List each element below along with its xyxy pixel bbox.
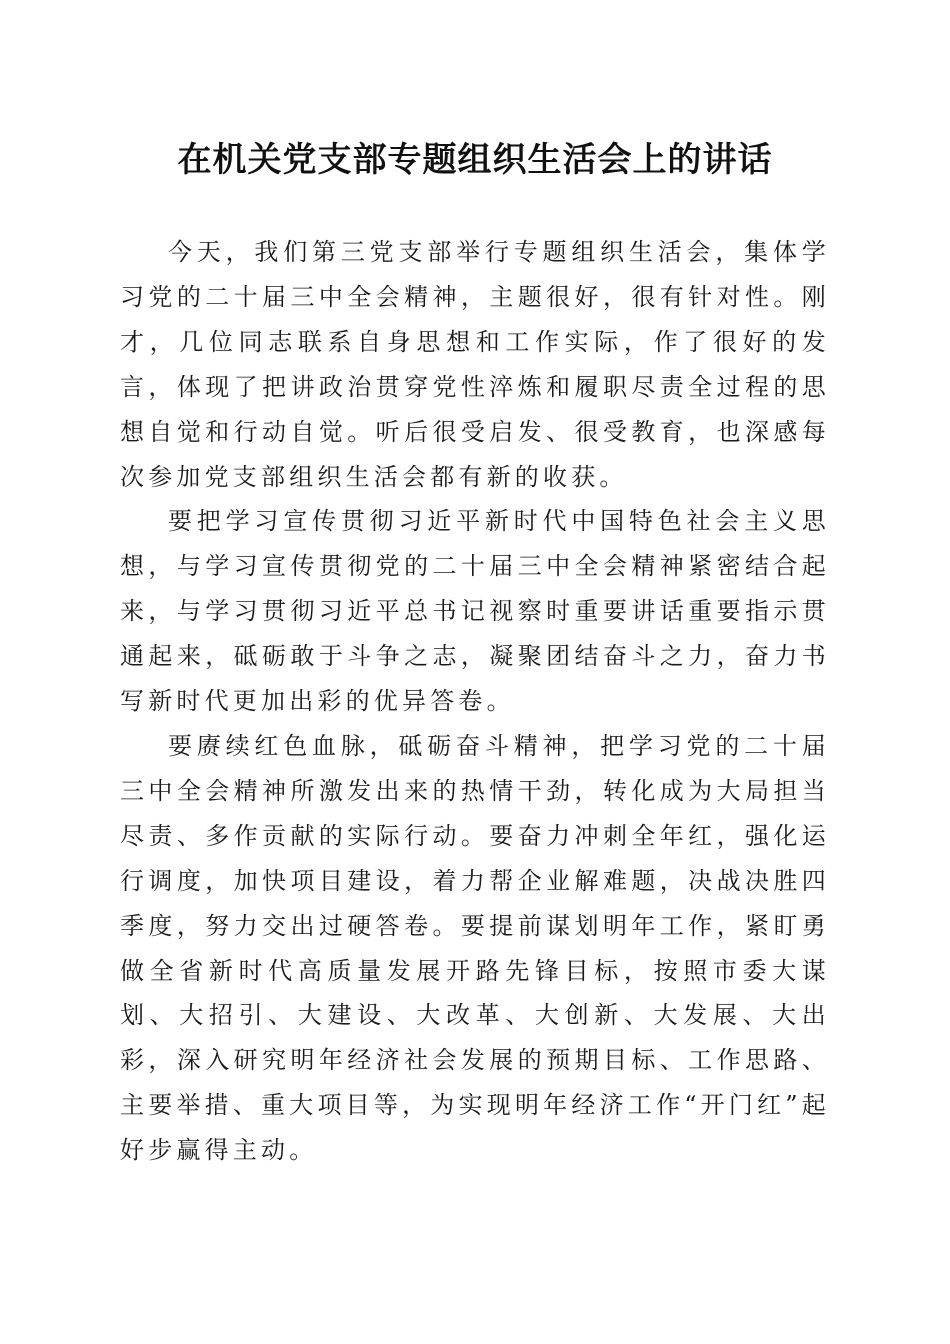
paragraph-1: 今天，我们第三党支部举行专题组织生活会，集体学习党的二十届三中全会精神，主题很好，很有针对性。刚才，几位同志联系自身思想和工作实际，作了很好的发言，体现了把讲政治贯穿党性淬炼和履职尽责全过程的思想自觉和行动自觉。听后很受启发、很受教育，也深感每次参加党支部组织生活会都有新的收获。 bbox=[120, 238, 830, 491]
paragraph-3: 要赓续红色血脉，砥砺奋斗精神，把学习党的二十届三中全会精神所激发出来的热情干劲，转化成为大局担当尽责、多作贡献的实际行动。要奋力冲刺全年红，强化运行调度，加快项目建设，着力帮企业解难题，决战决胜四季度，努力交出过硬答卷。要提前谋划明年工作，紧盯勇做全省新时代高质量发展开路先锋目标，按照市委大谋划、大招引、大建设、大改革、大创新、大发展、大出彩，深入研究明年经济社会发展的预期目标、工作思路、主要举措、重大项目等，为实现明年经济工作“开门红”起好步赢得主动。 bbox=[120, 731, 830, 1165]
document-body bbox=[120, 230, 830, 1173]
document-title: 在机关党支部专题组织生活会上的讲话 bbox=[177, 140, 773, 180]
paragraph-2: 要把学习宣传贯彻习近平新时代中国特色社会主义思想，与学习宣传贯彻党的二十届三中全会精神紧密结合起来，与学习贯彻习近平总书记视察时重要讲话重要指示贯通起来，砥砺敢于斗争之志，凝聚团结奋斗之力，奋力书写新时代更加出彩的优异答卷。 bbox=[120, 507, 830, 716]
